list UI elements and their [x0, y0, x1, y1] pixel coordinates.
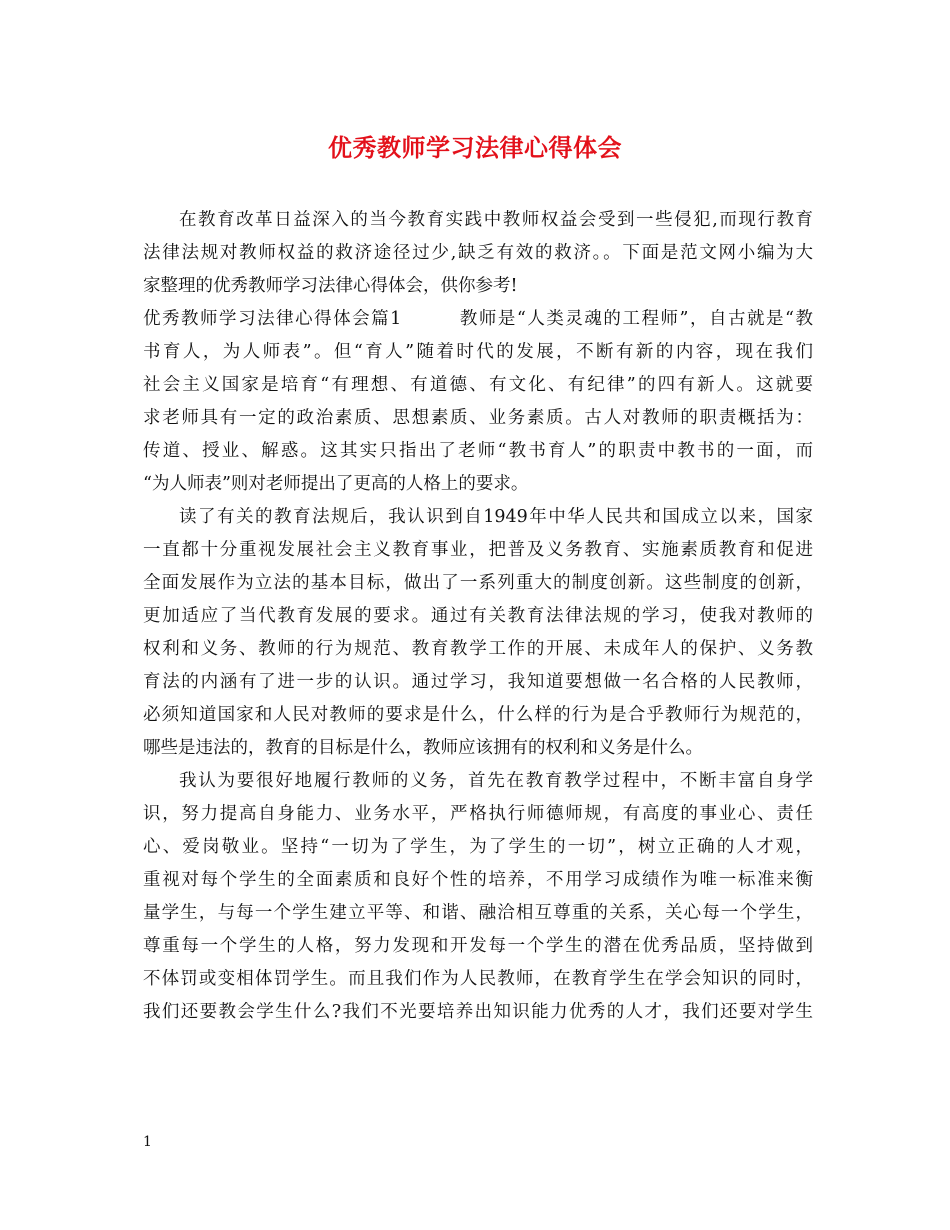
paragraph-line: 尊重每一个学生的人格，努力发现和开发每一个学生的潜在优秀品质，坚持做到	[143, 936, 813, 956]
paragraph-line: 法律法规对教师权益的救济途径过少,缺乏有效的救济。。下面是范文网小编为大	[143, 243, 813, 263]
paragraph-line: 书育人，为人师表”。但“育人”随着时代的发展，不断有新的内容，现在我们	[143, 342, 813, 362]
paragraph-line: 重视对每个学生的全面素质和良好个性的培养，不用学习成绩作为唯一标准来衡	[143, 870, 813, 890]
paragraph-line: 求老师具有一定的政治素质、思想素质、业务素质。古人对教师的职责概括为：	[143, 408, 813, 428]
paragraph-line: 传道、授业、解惑。这其实只指出了老师“教书育人”的职责中教书的一面，而	[143, 441, 813, 461]
paragraph-line: 不体罚或变相体罚学生。而且我们作为人民教师，在教育学生在学会知识的同时，	[143, 969, 813, 989]
paragraph-line: “为人师表”则对老师提出了更高的人格上的要求。	[143, 474, 529, 494]
paragraph-line: 我们还要教会学生什么?我们不光要培养出知识能力优秀的人才，我们还要对学生	[143, 1002, 813, 1022]
page-number: 1	[143, 1134, 152, 1150]
paragraph-line: 优秀教师学习法律心得体会篇1 教师是“人类灵魂的工程师”，自古就是“教	[143, 309, 813, 329]
paragraph-line: 权利和义务、教师的行为规范、教育教学工作的开展、未成年人的保护、义务教	[143, 639, 813, 659]
paragraph-line: 社会主义国家是培育“有理想、有道德、有文化、有纪律”的四有新人。这就要	[143, 375, 813, 395]
paragraph-line: 全面发展作为立法的基本目标，做出了一系列重大的制度创新。这些制度的创新，	[143, 573, 813, 593]
paragraph-line: 更加适应了当代教育发展的要求。通过有关教育法律法规的学习，使我对教师的	[143, 606, 813, 626]
paragraph-line: 识，努力提高自身能力、业务水平，严格执行师德师规，有高度的事业心、责任	[143, 804, 813, 824]
paragraph-line: 育法的内涵有了进一步的认识。通过学习，我知道要想做一名合格的人民教师，	[143, 672, 813, 692]
paragraph-line: 家整理的优秀教师学习法律心得体会，供你参考!	[143, 276, 518, 296]
page-title: 优秀教师学习法律心得体会	[328, 133, 622, 162]
paragraph-line: 在教育改革日益深入的当今教育实践中教师权益会受到一些侵犯,而现行教育	[179, 210, 813, 230]
paragraph-line: 我认为要很好地履行教师的义务，首先在教育教学过程中，不断丰富自身学	[179, 771, 813, 791]
paragraph-line: 量学生，与每一个学生建立平等、和谐、融洽相互尊重的关系，关心每一个学生，	[143, 903, 813, 923]
article-body	[143, 204, 813, 1029]
paragraph-line: 读了有关的教育法规后，我认识到自1949年中华人民共和国成立以来，国家	[179, 507, 813, 527]
paragraph-line: 必须知道国家和人民对教师的要求是什么，什么样的行为是合乎教师行为规范的，	[143, 705, 813, 725]
paragraph-line: 哪些是违法的，教育的目标是什么，教师应该拥有的权利和义务是什么。	[143, 738, 703, 758]
paragraph-line: 一直都十分重视发展社会主义教育事业，把普及义务教育、实施素质教育和促进	[143, 540, 813, 560]
paragraph-line: 心、爱岗敬业。坚持“一切为了学生，为了学生的一切”，树立正确的人才观，	[143, 837, 813, 857]
